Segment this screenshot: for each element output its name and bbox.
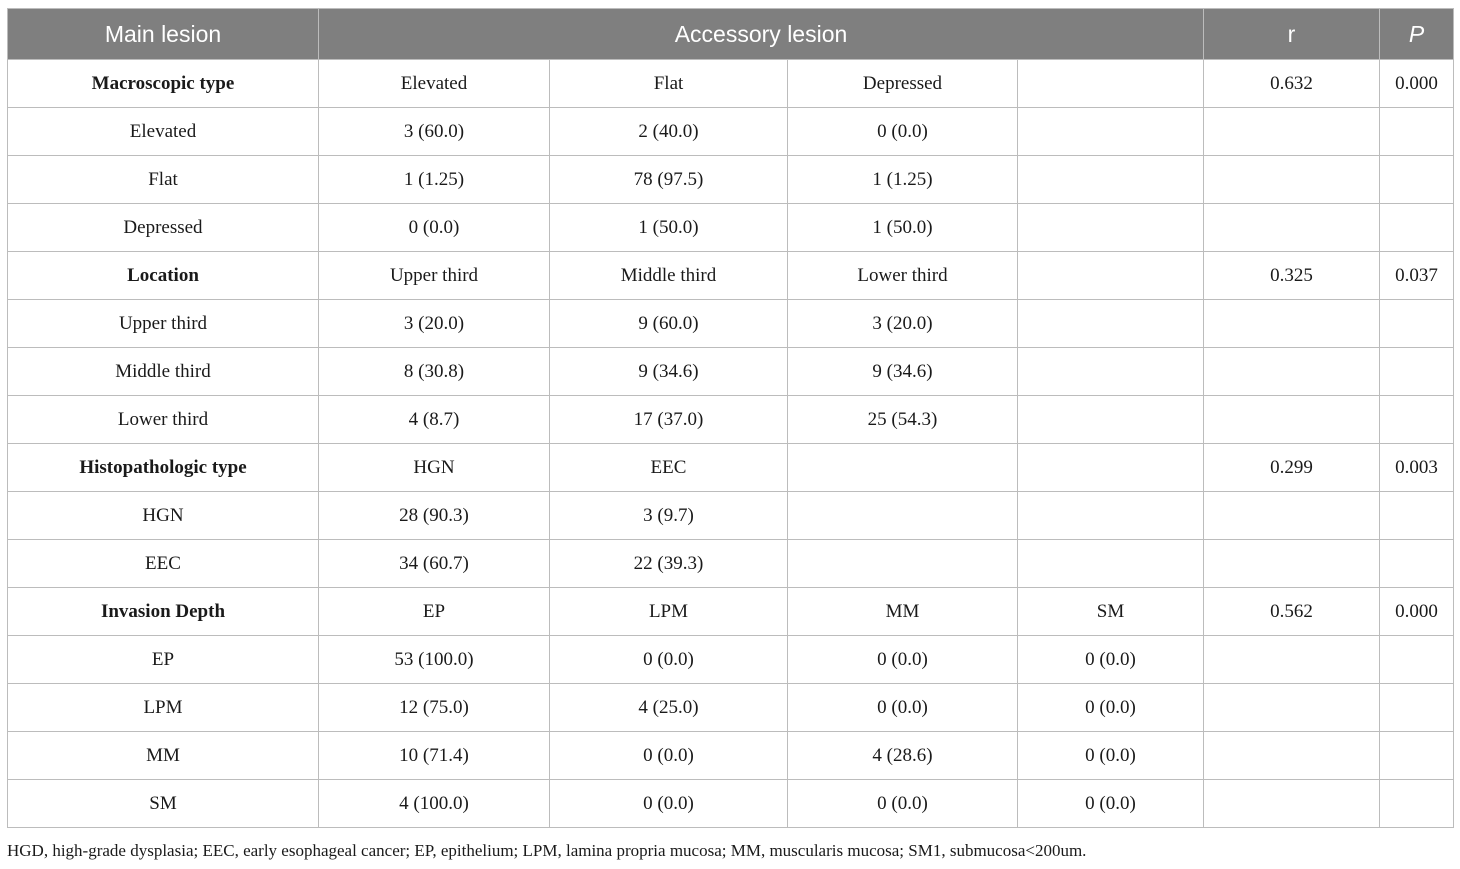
- cell-accessory-2: 3 (9.7): [550, 492, 788, 540]
- cell-accessory-4: 0 (0.0): [1018, 780, 1204, 828]
- cell-r-value: [1204, 108, 1380, 156]
- cell-p-value: [1380, 108, 1454, 156]
- cell-r-value: [1204, 156, 1380, 204]
- table-row: [8, 108, 1454, 156]
- cell-accessory-1: 12 (75.0): [319, 684, 550, 732]
- cell-accessory-3: 4 (28.6): [788, 732, 1018, 780]
- cell-r-value: 0.299: [1204, 444, 1380, 492]
- results-table: [7, 8, 1454, 828]
- cell-accessory-3: MM: [788, 588, 1018, 636]
- cell-r-value: [1204, 540, 1380, 588]
- cell-p-value: [1380, 732, 1454, 780]
- cell-p-value: 0.000: [1380, 588, 1454, 636]
- cell-accessory-4: 0 (0.0): [1018, 732, 1204, 780]
- cell-r-value: [1204, 492, 1380, 540]
- table-body: [8, 60, 1454, 828]
- cell-accessory-1: 28 (90.3): [319, 492, 550, 540]
- cell-accessory-2: 0 (0.0): [550, 636, 788, 684]
- cell-accessory-4: [1018, 492, 1204, 540]
- table-row: [8, 732, 1454, 780]
- cell-accessory-1: Upper third: [319, 252, 550, 300]
- cell-r-value: 0.632: [1204, 60, 1380, 108]
- cell-accessory-1: 10 (71.4): [319, 732, 550, 780]
- table-row: [8, 156, 1454, 204]
- cell-accessory-2: Middle third: [550, 252, 788, 300]
- cell-main-lesion: MM: [8, 732, 319, 780]
- cell-p-value: 0.003: [1380, 444, 1454, 492]
- cell-p-value: [1380, 156, 1454, 204]
- cell-main-lesion: Histopathologic type: [8, 444, 319, 492]
- cell-accessory-2: 2 (40.0): [550, 108, 788, 156]
- cell-accessory-1: 3 (60.0): [319, 108, 550, 156]
- cell-accessory-2: 9 (60.0): [550, 300, 788, 348]
- section-row: [8, 60, 1454, 108]
- cell-r-value: [1204, 732, 1380, 780]
- cell-accessory-3: 1 (1.25): [788, 156, 1018, 204]
- section-row: [8, 444, 1454, 492]
- cell-r-value: [1204, 780, 1380, 828]
- cell-main-lesion: LPM: [8, 684, 319, 732]
- header-main-lesion: Main lesion: [8, 9, 319, 60]
- cell-main-lesion: SM: [8, 780, 319, 828]
- cell-accessory-4: [1018, 204, 1204, 252]
- cell-main-lesion: EP: [8, 636, 319, 684]
- cell-main-lesion: EEC: [8, 540, 319, 588]
- cell-accessory-3: 0 (0.0): [788, 684, 1018, 732]
- cell-accessory-1: 4 (8.7): [319, 396, 550, 444]
- cell-p-value: [1380, 396, 1454, 444]
- cell-accessory-3: [788, 444, 1018, 492]
- cell-main-lesion: Flat: [8, 156, 319, 204]
- cell-r-value: [1204, 396, 1380, 444]
- cell-accessory-4: [1018, 444, 1204, 492]
- cell-p-value: [1380, 348, 1454, 396]
- cell-accessory-3: 3 (20.0): [788, 300, 1018, 348]
- cell-accessory-3: 9 (34.6): [788, 348, 1018, 396]
- cell-accessory-2: 17 (37.0): [550, 396, 788, 444]
- cell-accessory-2: 0 (0.0): [550, 780, 788, 828]
- header-accessory-lesion: Accessory lesion: [319, 9, 1204, 60]
- cell-accessory-1: Elevated: [319, 60, 550, 108]
- cell-r-value: [1204, 684, 1380, 732]
- cell-main-lesion: HGN: [8, 492, 319, 540]
- cell-accessory-4: [1018, 348, 1204, 396]
- cell-accessory-1: 53 (100.0): [319, 636, 550, 684]
- cell-accessory-1: 8 (30.8): [319, 348, 550, 396]
- cell-accessory-4: 0 (0.0): [1018, 636, 1204, 684]
- cell-accessory-4: [1018, 156, 1204, 204]
- cell-p-value: [1380, 204, 1454, 252]
- section-row: [8, 588, 1454, 636]
- section-row: [8, 252, 1454, 300]
- cell-main-lesion: Invasion Depth: [8, 588, 319, 636]
- cell-accessory-2: 0 (0.0): [550, 732, 788, 780]
- cell-accessory-3: [788, 540, 1018, 588]
- cell-p-value: [1380, 492, 1454, 540]
- cell-accessory-4: [1018, 252, 1204, 300]
- table-row: [8, 492, 1454, 540]
- cell-main-lesion: Depressed: [8, 204, 319, 252]
- table-row: [8, 396, 1454, 444]
- cell-accessory-4: [1018, 108, 1204, 156]
- cell-p-value: 0.037: [1380, 252, 1454, 300]
- table-footnote: HGD, high-grade dysplasia; EEC, early esophageal cancer; EP, epithelium; LPM, lamina propria mucosa; MM, muscularis mucosa; SM1, submucosa<200um.: [7, 841, 1087, 860]
- cell-accessory-4: [1018, 540, 1204, 588]
- cell-accessory-4: [1018, 396, 1204, 444]
- cell-accessory-2: 1 (50.0): [550, 204, 788, 252]
- cell-r-value: [1204, 204, 1380, 252]
- cell-accessory-2: 78 (97.5): [550, 156, 788, 204]
- cell-accessory-2: 4 (25.0): [550, 684, 788, 732]
- cell-r-value: [1204, 348, 1380, 396]
- header-p: P: [1380, 9, 1454, 60]
- cell-accessory-1: EP: [319, 588, 550, 636]
- table-row: [8, 348, 1454, 396]
- cell-p-value: [1380, 300, 1454, 348]
- cell-main-lesion: Macroscopic type: [8, 60, 319, 108]
- table-row: [8, 300, 1454, 348]
- cell-p-value: [1380, 540, 1454, 588]
- cell-accessory-2: Flat: [550, 60, 788, 108]
- cell-main-lesion: Location: [8, 252, 319, 300]
- cell-accessory-1: 34 (60.7): [319, 540, 550, 588]
- table-row: [8, 780, 1454, 828]
- header-r: r: [1204, 9, 1380, 60]
- cell-accessory-3: 25 (54.3): [788, 396, 1018, 444]
- cell-accessory-3: 0 (0.0): [788, 636, 1018, 684]
- cell-accessory-1: 1 (1.25): [319, 156, 550, 204]
- cell-accessory-2: 9 (34.6): [550, 348, 788, 396]
- cell-accessory-3: Lower third: [788, 252, 1018, 300]
- cell-accessory-3: Depressed: [788, 60, 1018, 108]
- cell-accessory-1: 3 (20.0): [319, 300, 550, 348]
- cell-accessory-1: 4 (100.0): [319, 780, 550, 828]
- cell-accessory-3: [788, 492, 1018, 540]
- cell-p-value: [1380, 780, 1454, 828]
- cell-accessory-2: 22 (39.3): [550, 540, 788, 588]
- cell-accessory-4: [1018, 60, 1204, 108]
- cell-accessory-3: 1 (50.0): [788, 204, 1018, 252]
- table-row: [8, 540, 1454, 588]
- cell-accessory-2: EEC: [550, 444, 788, 492]
- table-header-row: [8, 9, 1454, 60]
- table-row: [8, 684, 1454, 732]
- cell-accessory-1: HGN: [319, 444, 550, 492]
- cell-accessory-3: 0 (0.0): [788, 780, 1018, 828]
- cell-r-value: [1204, 300, 1380, 348]
- cell-accessory-2: LPM: [550, 588, 788, 636]
- cell-accessory-4: SM: [1018, 588, 1204, 636]
- cell-p-value: [1380, 636, 1454, 684]
- cell-accessory-3: 0 (0.0): [788, 108, 1018, 156]
- cell-p-value: 0.000: [1380, 60, 1454, 108]
- cell-accessory-1: 0 (0.0): [319, 204, 550, 252]
- cell-r-value: 0.325: [1204, 252, 1380, 300]
- cell-main-lesion: Elevated: [8, 108, 319, 156]
- cell-main-lesion: Upper third: [8, 300, 319, 348]
- cell-p-value: [1380, 684, 1454, 732]
- cell-r-value: 0.562: [1204, 588, 1380, 636]
- cell-accessory-4: 0 (0.0): [1018, 684, 1204, 732]
- table-row: [8, 204, 1454, 252]
- cell-main-lesion: Middle third: [8, 348, 319, 396]
- table-row: [8, 636, 1454, 684]
- results-table-container: [7, 8, 1453, 828]
- cell-accessory-4: [1018, 300, 1204, 348]
- cell-r-value: [1204, 636, 1380, 684]
- cell-main-lesion: Lower third: [8, 396, 319, 444]
